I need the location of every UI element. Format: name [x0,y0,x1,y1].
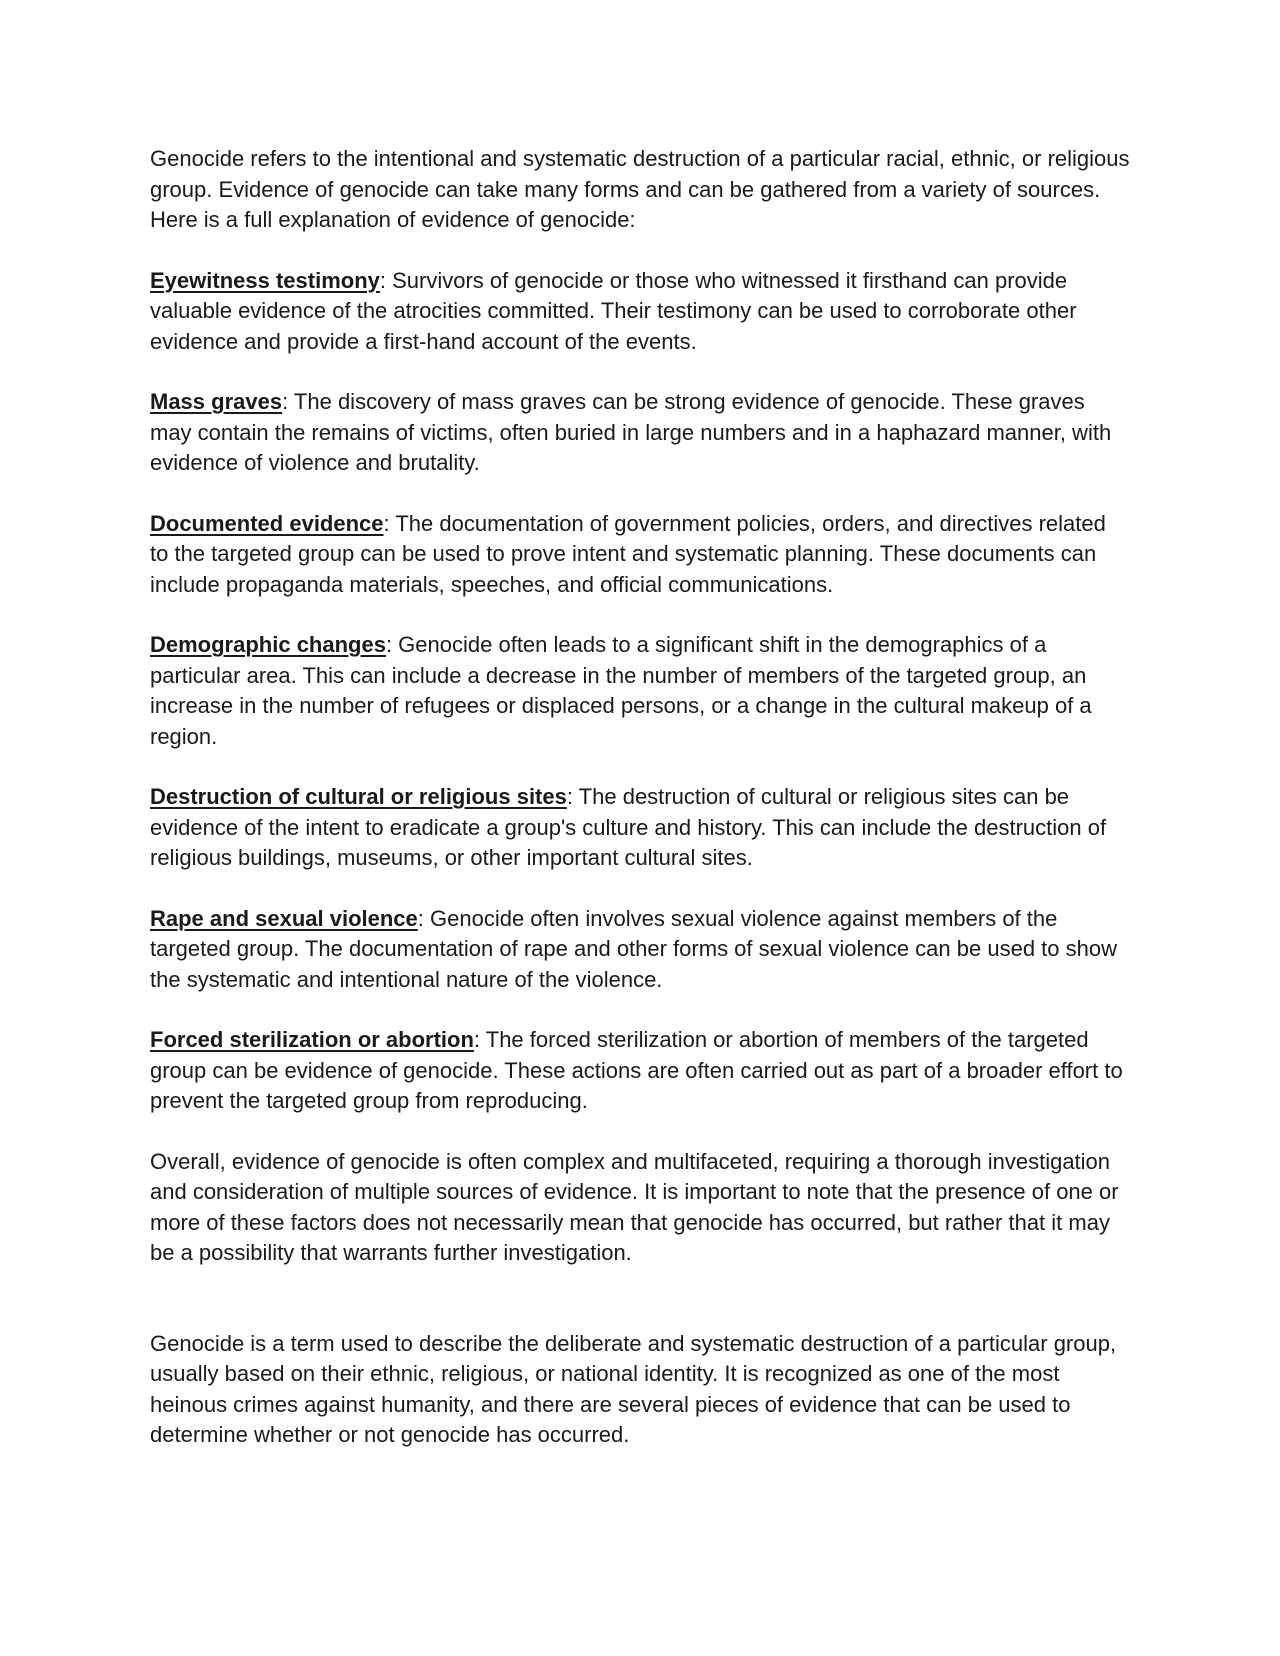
evidence-description: : Genocide often leads to a significant shift in the demographics of a particular area. This can include a decrease in the number of members of the targeted group, an increase in the number of refugees or displaced persons, or a change in the cultural makeup of a region. [150,632,1092,749]
section-spacer [150,1299,1130,1329]
evidence-term: Demographic changes [150,632,386,657]
evidence-description: : Genocide often involves sexual violence against members of the targeted group. The documentation of rape and other forms of sexual violence can be used to show the systematic and intentional nature of the violence. [150,905,1117,992]
conclusion-paragraph: Overall, evidence of genocide is often complex and multifaceted, requiring a thorough investigation and consideration of multiple sources of evidence. It is important to note that the presence of one or more of these factors does not necessarily mean that genocide has occurred, but rather that it may be a possibility that warrants further investigation. [150,1148,1119,1265]
evidence-term: Mass graves [150,389,283,414]
second-intro-paragraph: Genocide is a term used to describe the deliberate and systematic destruction of a particular group, usually based on their ethnic, religious, or national identity. It is recognized as one of the most heinous crimes against humanity, and there are several pieces of evidence that can be used to determine whether or not genocide has occurred. [150,1330,1117,1447]
evidence-item-documented [150,509,1130,601]
evidence-description: : The forced sterilization or abortion of members of the targeted group can be evidence of genocide. These actions are often carried out as part of a broader effort to prevent the targeted group from reproducing. [150,1027,1123,1113]
evidence-term: Eyewitness testimony [150,267,380,293]
evidence-item-cultural-sites [150,782,1130,874]
evidence-item-mass-graves [150,387,1130,479]
evidence-item-sexual-violence [150,904,1130,996]
evidence-description: : The documentation of government policies, orders, and directives related to the targeted group can be used to prove intent and systematic planning. These documents can include propaganda materials, speeches, and official communications. [150,510,1106,597]
intro-paragraph: Genocide refers to the intentional and systematic destruction of a particular racial, ethnic, or religious group. Evidence of genocide can take many forms and can be gathered from a variety of sources. Here is a full explanation of evidence of genocide: [150,146,1130,232]
evidence-item-demographic [150,630,1130,752]
document-body [150,144,1130,1481]
evidence-term: Rape and sexual violence [150,905,418,931]
evidence-description: : The destruction of cultural or religious sites can be evidence of the intent to eradicate a group's culture and history. This can include the destruction of religious buildings, museums, or other important cultural sites. [150,784,1107,870]
evidence-item-sterilization [150,1025,1130,1117]
evidence-term: Documented evidence [150,510,384,536]
evidence-term: Destruction of cultural or religious sites [150,784,567,809]
evidence-description: : Survivors of genocide or those who witnessed it firsthand can provide valuable evidence of the atrocities committed. Their testimony can be used to corroborate other evidence and provide a first-hand account of the events. [150,267,1077,354]
evidence-item-eyewitness [150,266,1130,358]
evidence-description: : The discovery of mass graves can be strong evidence of genocide. These graves may contain the remains of victims, often buried in large numbers and in a haphazard manner, with evidence of violence and brutality. [150,389,1112,475]
evidence-term: Forced sterilization or abortion [150,1027,474,1052]
